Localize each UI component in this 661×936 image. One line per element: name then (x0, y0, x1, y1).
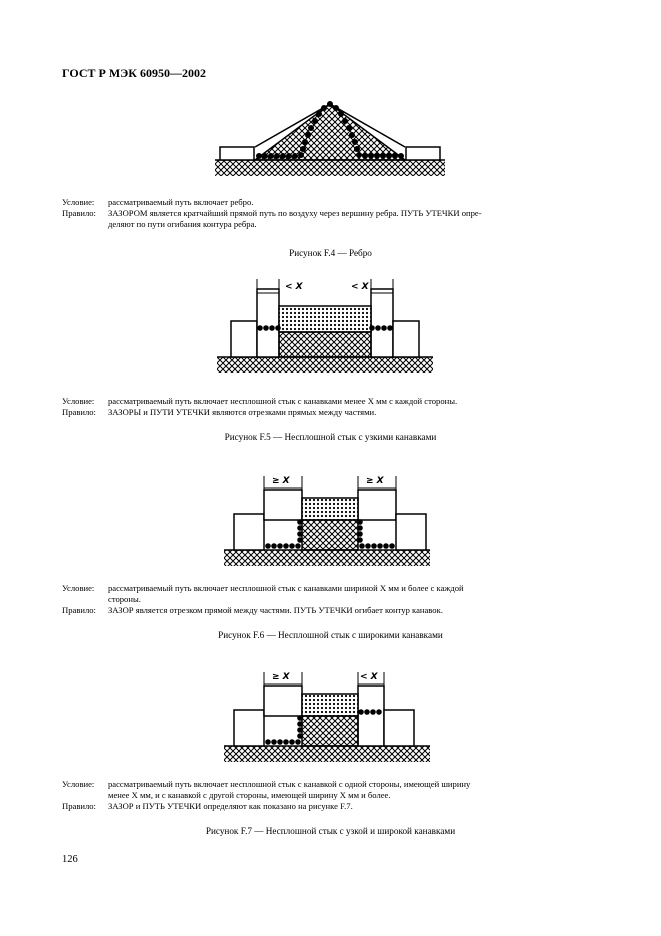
gap-label-left: ≥ X (272, 476, 290, 486)
document-header: ГОСТ Р МЭК 60950—2002 (62, 66, 206, 80)
rule-label: Правило: (62, 407, 96, 417)
figure-f7 (224, 670, 430, 766)
condition-label: Условие: (62, 396, 95, 406)
condition-text: рассматриваемый путь включает ребро. (108, 197, 254, 207)
rule-text: ЗАЗОРЫ и ПУТИ УТЕЧКИ являются отрезками прямых между частями. (108, 407, 377, 417)
figure-f7-caption: Рисунок F.7 — Несплошной стык с узкой и широкой канавками (205, 826, 456, 836)
rule-label: Правило: (62, 605, 96, 615)
condition-text: рассматриваемый путь включает несплошной стык с канавкой с одной стороны, имеющей ширину (108, 779, 471, 789)
condition-text: рассматриваемый путь включает несплошной стык с канавками шириной X мм и более с каждой (108, 583, 464, 593)
condition-text-continuation: стороны. (108, 594, 141, 604)
condition-label: Условие: (62, 583, 95, 593)
gap-label-left: ≥ X (272, 672, 290, 682)
figure-f6-text (62, 583, 607, 616)
rule-label: Правило: (62, 208, 96, 218)
figure-f5 (217, 279, 433, 375)
gap-label-right: < X (360, 672, 378, 682)
page-number: 126 (62, 854, 78, 865)
gap-label-right: ≥ X (366, 476, 384, 486)
figure-f7-text (62, 779, 607, 812)
condition-text: рассматриваемый путь включает несплошной стык с канавками менее X мм с каждой стороны. (108, 396, 458, 406)
figure-f5-text (62, 396, 607, 418)
figure-f5-caption: Рисунок F.5 — Несплошной стык с узкими канавками (224, 432, 437, 442)
rule-label: Правило: (62, 801, 96, 811)
figure-f6-caption: Рисунок F.6 — Несплошной стык с широкими канавками (218, 630, 443, 640)
figure-f4-caption: Рисунок F.4 — Ребро (289, 248, 372, 258)
figure-f6 (224, 474, 430, 570)
figure-f4-text (62, 197, 607, 230)
rule-text: ЗАЗОРОМ является кратчайший прямой путь по воздуху через вершину ребра. ПУТЬ УТЕЧКИ опре- (108, 208, 482, 218)
rule-text: ЗАЗОР является отрезком прямой между частями. ПУТЬ УТЕЧКИ огибает контур канавок. (108, 605, 443, 615)
condition-label: Условие: (62, 779, 95, 789)
gap-label-right: < X (351, 282, 369, 292)
rule-text: ЗАЗОР и ПУТЬ УТЕЧКИ определяют как показано на рисунке F.7. (108, 801, 353, 811)
figure-f4-drawing (215, 98, 445, 178)
condition-text-continuation: менее X мм, и с канавкой с другой стороны, имеющей ширину X мм и более. (108, 790, 391, 800)
rule-text-continuation: деляют по пути огибания контура ребра. (108, 219, 257, 229)
condition-label: Условие: (62, 197, 95, 207)
gap-label-left: < X (285, 282, 303, 292)
